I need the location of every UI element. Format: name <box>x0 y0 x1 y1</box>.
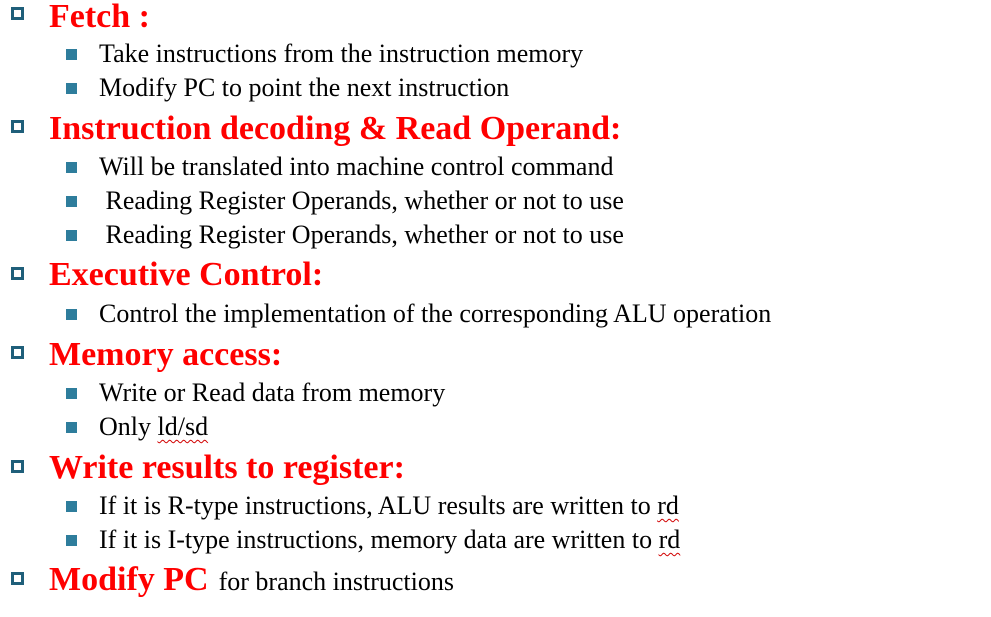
write-item-2 <box>99 527 680 553</box>
square-bullet-icon <box>66 388 77 399</box>
fetch-item-2: Modify PC to point the next instruction <box>99 73 510 102</box>
square-bullet-icon <box>66 83 77 94</box>
execute-item-1: Control the implementation of the corresponding ALU operation <box>99 299 772 328</box>
decode-item-2: Reading Register Operands, whether or not to use <box>99 186 624 215</box>
heading-modify-pc-text: Modify PC <box>49 561 209 598</box>
memory-item-2-ldsd: ld/sd <box>157 412 209 441</box>
hollow-square-bullet-icon <box>11 460 24 473</box>
square-bullet-icon <box>66 535 77 546</box>
heading-memory-access: Memory access: <box>49 336 283 373</box>
memory-item-2 <box>99 414 208 440</box>
hollow-square-bullet-icon <box>11 267 24 280</box>
heading-modify-pc-suffix: for branch instructions <box>218 567 454 596</box>
square-bullet-icon <box>66 162 77 173</box>
hollow-square-bullet-icon <box>11 346 24 359</box>
square-bullet-icon <box>66 230 77 241</box>
heading-instruction-decoding: Instruction decoding & Read Operand: <box>49 110 622 147</box>
square-bullet-icon <box>66 49 77 60</box>
fetch-item-1: Take instructions from the instruction memory <box>99 39 584 68</box>
decode-item-3: Reading Register Operands, whether or not to use <box>99 220 624 249</box>
write-item-2-rd: rd <box>658 525 681 554</box>
heading-executive-control: Executive Control: <box>49 256 324 293</box>
write-item-1-rd: rd <box>657 491 679 520</box>
write-item-2-text: If it is I-type instructions, memory data are written to <box>99 525 659 554</box>
heading-fetch: Fetch : <box>49 0 151 35</box>
square-bullet-icon <box>66 309 77 320</box>
write-item-1 <box>99 493 679 519</box>
square-bullet-icon <box>66 196 77 207</box>
memory-item-2-prefix: Only <box>99 412 158 441</box>
heading-modify-pc <box>49 563 454 597</box>
heading-write-results: Write results to register: <box>49 449 405 486</box>
write-item-1-text: If it is R-type instructions, ALU results are written to <box>99 491 658 520</box>
hollow-square-bullet-icon <box>11 572 24 585</box>
hollow-square-bullet-icon <box>11 7 24 20</box>
square-bullet-icon <box>66 501 77 512</box>
memory-item-1: Write or Read data from memory <box>99 378 446 407</box>
square-bullet-icon <box>66 422 77 433</box>
hollow-square-bullet-icon <box>11 120 24 133</box>
decode-item-1: Will be translated into machine control command <box>99 152 614 181</box>
